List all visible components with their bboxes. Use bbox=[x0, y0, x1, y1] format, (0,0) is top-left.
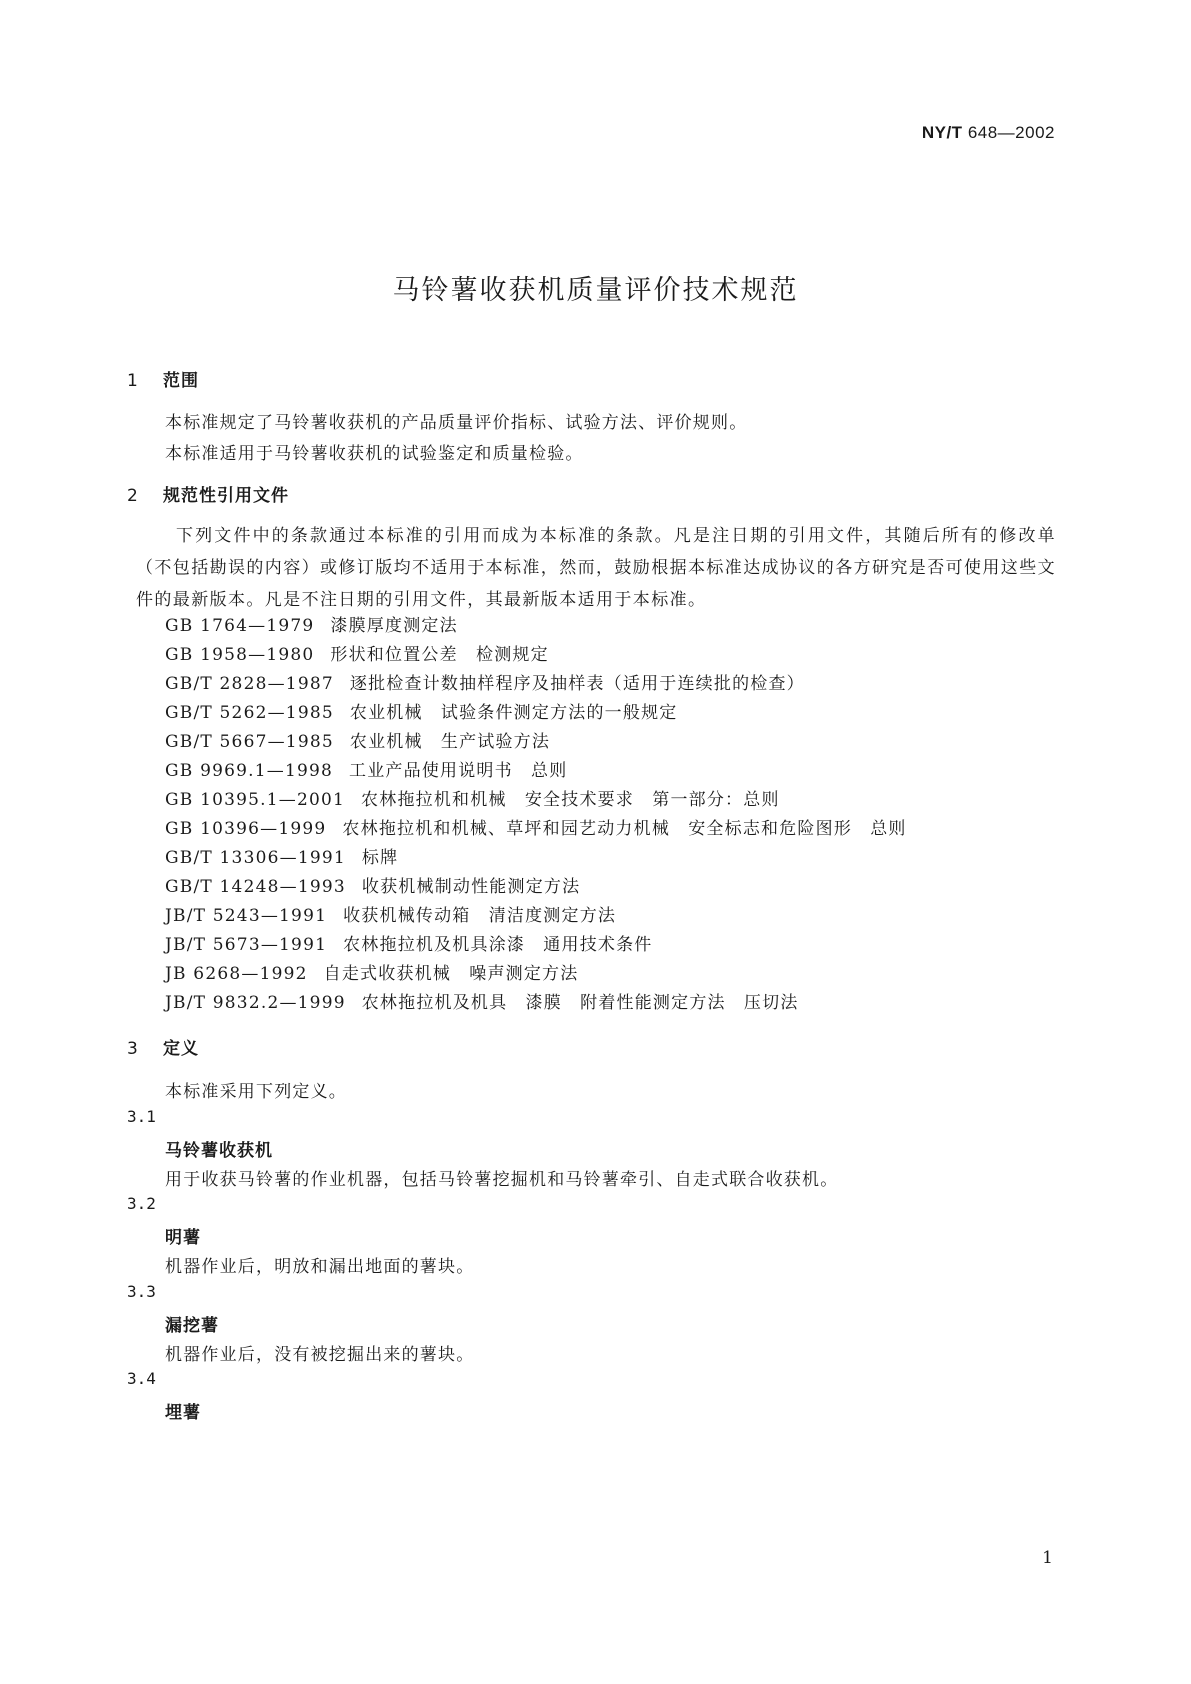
term-name: 明薯 bbox=[165, 1228, 201, 1248]
standard-code: 648—2002 bbox=[967, 123, 1055, 142]
reference-title: 农林拖拉机及机具涂漆 通用技术条件 bbox=[343, 935, 653, 955]
reference-code: GB 10396—1999 bbox=[165, 819, 327, 839]
reference-code: GB/T 5262—1985 bbox=[165, 703, 334, 723]
section-2-heading bbox=[127, 481, 289, 506]
reference-item bbox=[165, 843, 398, 868]
reference-item bbox=[165, 756, 567, 781]
reference-title: 逐批检查计数抽样程序及抽样表（适用于连续批的检查） bbox=[349, 674, 805, 694]
term-definition: 机器作业后，没有被挖掘出来的薯块。 bbox=[165, 1345, 475, 1365]
reference-code: GB/T 5667—1985 bbox=[165, 732, 334, 752]
reference-item bbox=[165, 872, 580, 897]
section-3-heading bbox=[127, 1034, 199, 1059]
reference-code: GB/T 2828—1987 bbox=[165, 674, 334, 694]
reference-item bbox=[165, 727, 550, 752]
section-1-title: 范围 bbox=[163, 371, 199, 391]
section-2-intro: 下列文件中的条款通过本标准的引用而成为本标准的条款。凡是注日期的引用文件，其随后所有的修改单（不包括勘误的内容）或修订版均不适用于本标准，然而，鼓励根据本标准达成协议的各方研究是否可使用这些文件的最新版本。凡是不注日期的引用文件，其最新版本适用于本标准。 bbox=[136, 526, 1056, 610]
reference-item bbox=[165, 640, 549, 665]
reference-code: JB 6268—1992 bbox=[165, 964, 308, 984]
reference-item bbox=[165, 988, 799, 1013]
term-number: 3.4 bbox=[127, 1369, 156, 1388]
reference-title: 农业机械 生产试验方法 bbox=[349, 732, 551, 752]
reference-title: 自走式收获机械 噪声测定方法 bbox=[323, 964, 579, 984]
section-3-title: 定义 bbox=[163, 1039, 199, 1059]
term-definition: 用于收获马铃薯的作业机器，包括马铃薯挖掘机和马铃薯牵引、自走式联合收获机。 bbox=[165, 1170, 839, 1190]
reference-title: 漆膜厚度测定法 bbox=[330, 616, 458, 636]
reference-title: 形状和位置公差 检测规定 bbox=[330, 645, 549, 665]
reference-code: JB/T 5243—1991 bbox=[165, 906, 328, 926]
reference-code: GB/T 13306—1991 bbox=[165, 848, 346, 868]
reference-item bbox=[165, 611, 458, 636]
reference-code: JB/T 5673—1991 bbox=[165, 935, 328, 955]
reference-title: 农林拖拉机和机械 安全技术要求 第一部分：总则 bbox=[361, 790, 780, 810]
standard-number bbox=[922, 123, 1055, 143]
reference-code: GB 10395.1—2001 bbox=[165, 790, 346, 810]
term-name: 马铃薯收获机 bbox=[165, 1141, 273, 1161]
document-title: 马铃薯收获机质量评价技术规范 bbox=[392, 275, 799, 306]
section-2-number: 2 bbox=[127, 486, 139, 506]
term-number: 3.1 bbox=[127, 1107, 156, 1126]
reference-title: 农林拖拉机及机具 漆膜 附着性能测定方法 压切法 bbox=[361, 993, 799, 1013]
section-3-intro: 本标准采用下列定义。 bbox=[165, 1082, 347, 1102]
section-1-paragraph-1: 本标准规定了马铃薯收获机的产品质量评价指标、试验方法、评价规则。 bbox=[165, 413, 748, 433]
section-1-paragraph-2: 本标准适用于马铃薯收获机的试验鉴定和质量检验。 bbox=[165, 444, 584, 464]
reference-item bbox=[165, 669, 805, 694]
term-name: 漏挖薯 bbox=[165, 1316, 219, 1336]
section-1-heading bbox=[127, 366, 199, 391]
reference-item bbox=[165, 785, 780, 810]
reference-title: 工业产品使用说明书 总则 bbox=[349, 761, 568, 781]
term-number: 3.3 bbox=[127, 1282, 156, 1301]
reference-item bbox=[165, 901, 616, 926]
term-number: 3.2 bbox=[127, 1194, 156, 1213]
reference-item bbox=[165, 959, 578, 984]
term-name: 埋薯 bbox=[165, 1403, 201, 1423]
reference-code: JB/T 9832.2—1999 bbox=[165, 993, 346, 1013]
section-2-title: 规范性引用文件 bbox=[163, 486, 289, 506]
term-definition: 机器作业后，明放和漏出地面的薯块。 bbox=[165, 1257, 475, 1277]
reference-title: 标牌 bbox=[361, 848, 399, 868]
reference-item bbox=[165, 814, 907, 839]
reference-title: 农林拖拉机和机械、草坪和园艺动力机械 安全标志和危险图形 总则 bbox=[342, 819, 907, 839]
reference-item bbox=[165, 930, 653, 955]
reference-item bbox=[165, 698, 677, 723]
reference-code: GB 9969.1—1998 bbox=[165, 761, 334, 781]
standard-prefix: NY/T bbox=[921, 123, 963, 142]
reference-code: GB/T 14248—1993 bbox=[165, 877, 346, 897]
reference-title: 农业机械 试验条件测定方法的一般规定 bbox=[349, 703, 678, 723]
page-number: 1 bbox=[1042, 1548, 1053, 1568]
reference-code: GB 1764—1979 bbox=[165, 616, 315, 636]
section-3-number: 3 bbox=[127, 1039, 139, 1059]
reference-title: 收获机械制动性能测定方法 bbox=[361, 877, 581, 897]
reference-title: 收获机械传动箱 清洁度测定方法 bbox=[343, 906, 617, 926]
reference-code: GB 1958—1980 bbox=[165, 645, 315, 665]
section-1-number: 1 bbox=[127, 371, 139, 391]
